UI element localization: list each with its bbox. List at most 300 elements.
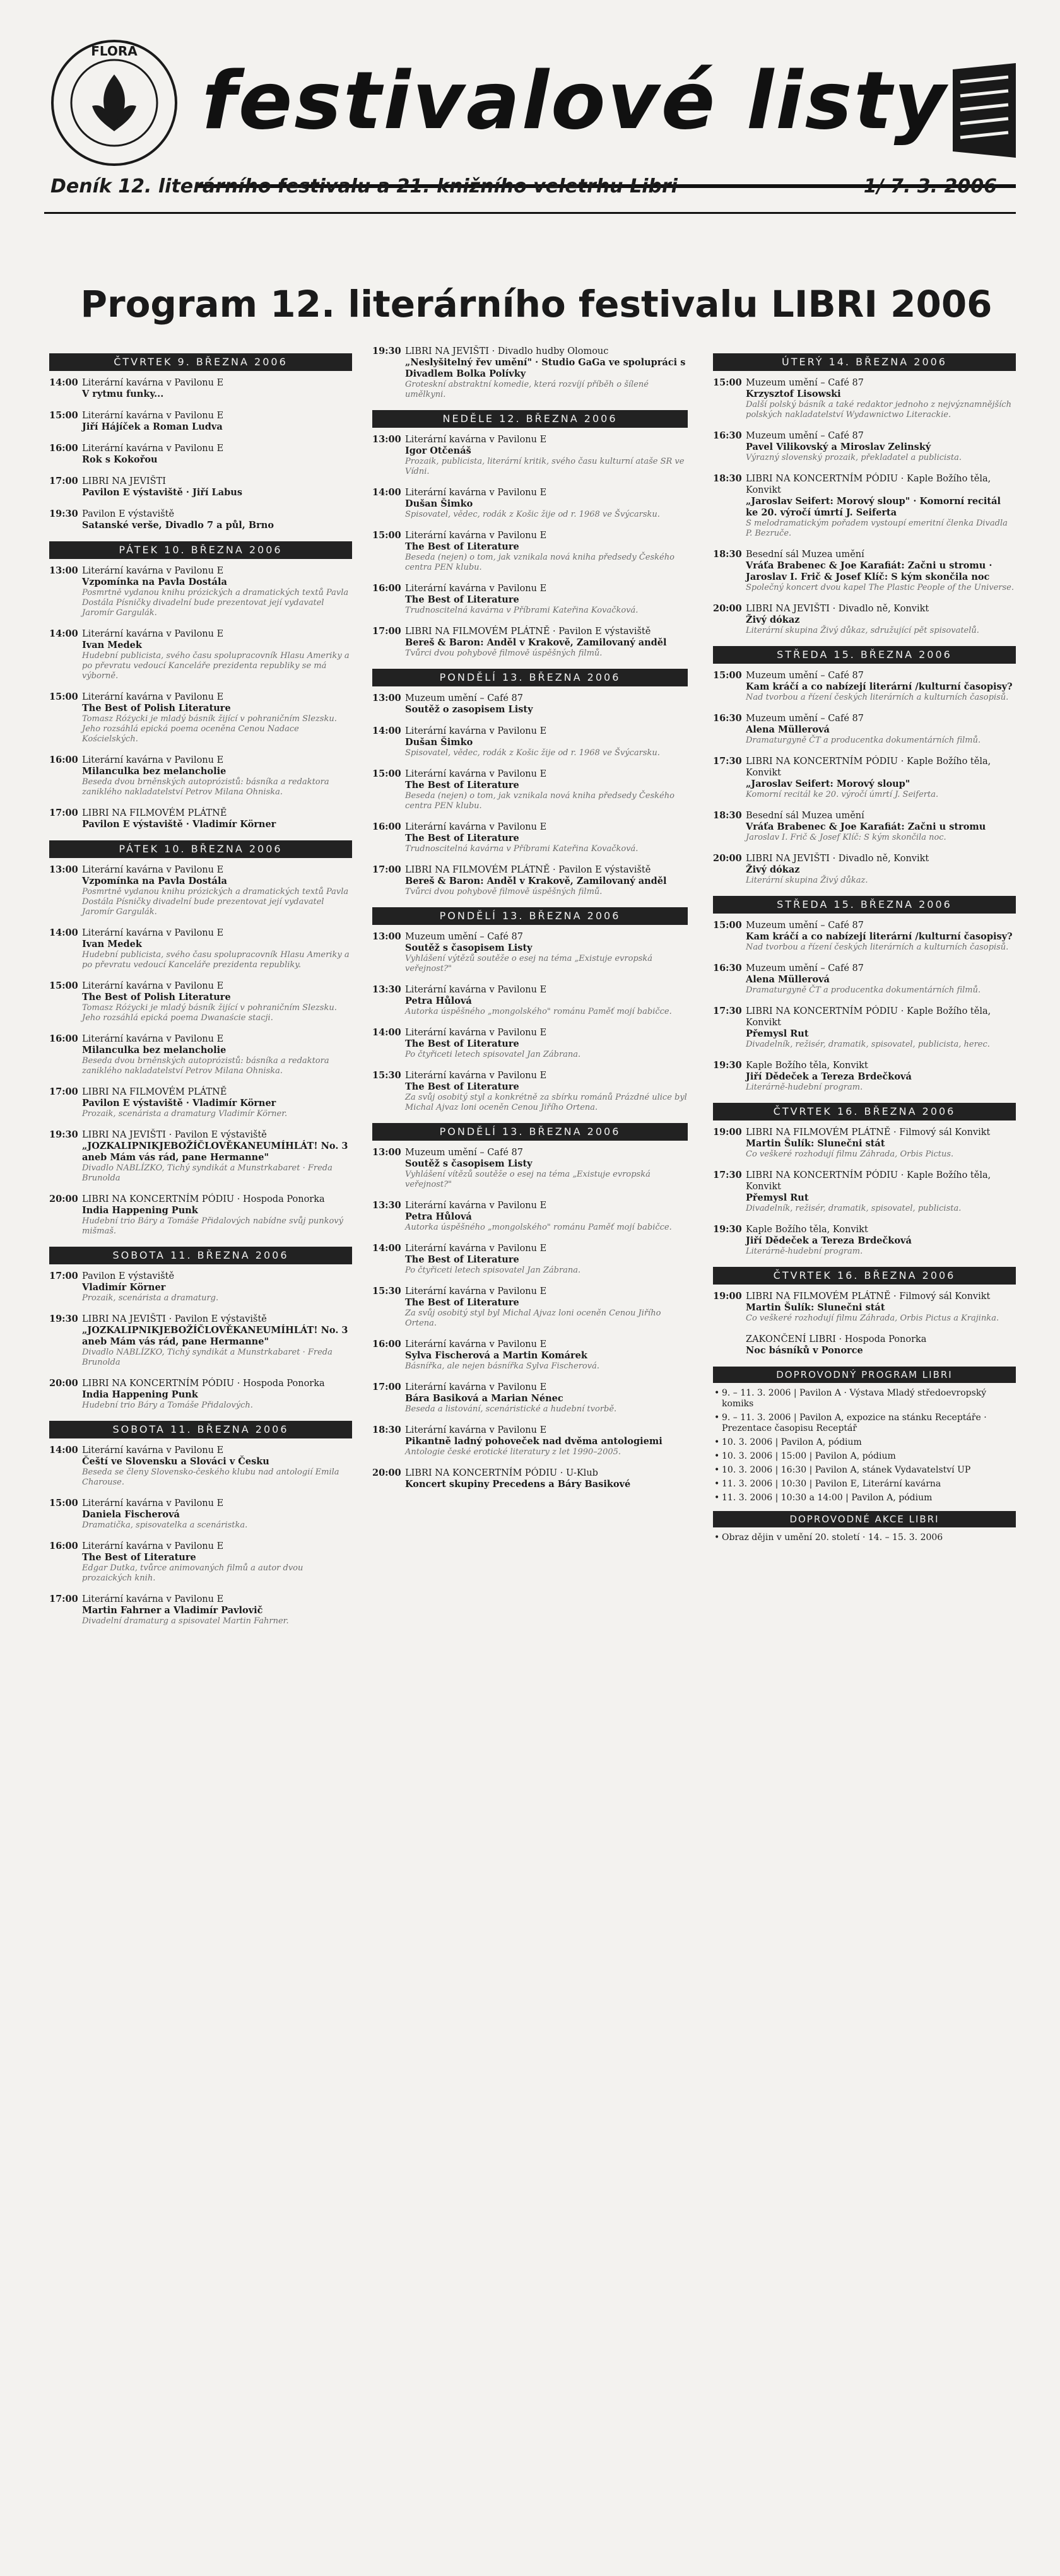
event-time: 15:00 [49,1498,78,1509]
event-body [746,963,1016,996]
event-body [405,434,688,477]
accompanying-program-header: DOPROVODNÝ PROGRAM LIBRI [713,1367,1016,1383]
event-body [82,1594,352,1626]
event-time: 17:00 [49,1271,78,1281]
day-header: PONDĚLÍ 13. BŘEZNA 2006 [372,907,688,925]
event-venue: Literární kavárna v Pavilonu E [405,985,547,995]
masthead-title: festivalové listy [202,54,948,147]
event-body [746,1127,1016,1160]
event-item [49,1314,352,1368]
event-title: The Best of Literature [405,780,519,791]
event-item [372,1200,688,1233]
event-time: 19:30 [49,1314,78,1324]
event-body [405,346,688,400]
event-time: 16:00 [372,821,401,832]
event-description: Literárně-hudební program. [746,1247,863,1256]
event-body [746,1291,1016,1324]
event-item [49,1594,352,1626]
event-body [82,1033,352,1076]
event-title: Jiří Hájíček a Roman Ludva [82,421,223,432]
event-title: The Best of Literature [405,1038,519,1049]
event-venue: LIBRI NA JEVIŠTI · Divadlo ně, Konvikt [746,854,929,864]
event-item [713,713,1016,746]
event-venue: Literární kavárna v Pavilonu E [405,488,547,498]
event-item [49,1033,352,1076]
event-venue: LIBRI NA JEVIŠTI [82,476,166,486]
event-description: Nad tvorbou a řízení českých literárních a kulturních časopisů. [746,943,1009,952]
event-time: 19:00 [713,1127,742,1138]
event-body [746,377,1016,420]
event-item [372,487,688,520]
day-section [713,353,1016,636]
event-time: 18:30 [713,473,742,484]
event-item [49,476,352,498]
event-item [372,626,688,659]
event-body [405,1200,688,1233]
masthead [44,19,1016,189]
event-item [713,549,1016,593]
event-venue: LIBRI NA KONCERTNÍM PÓDIU · Kaple Božího těla, Konvikt [746,1170,991,1192]
event-title: Alena Müllerová [746,724,830,735]
event-item [49,1129,352,1184]
event-item [49,565,352,618]
event-body [405,530,688,573]
event-venue: Besední sál Muzea umění [746,550,864,560]
event-body [746,473,1016,539]
event-time: 16:00 [49,1541,78,1551]
event-time: 13:00 [49,864,78,875]
event-title: Soutěž s časopisem Listy [405,1158,533,1169]
event-venue: Literární kavárna v Pavilonu E [82,566,224,576]
event-venue: Literární kavárna v Pavilonu E [405,1339,547,1350]
event-time: 20:00 [49,1378,78,1389]
event-description: Edgar Dutka, tvůrce animovaných filmů a autor dvou prozaických knih. [82,1563,303,1583]
event-item [49,628,352,681]
event-item [713,473,1016,539]
event-item [372,768,688,811]
event-time: 14:00 [372,487,401,498]
event-description: Dramatička, spisovatelka a scenáristka. [82,1520,248,1530]
event-venue: Literární kavárna v Pavilonu E [405,1425,547,1435]
event-item [49,410,352,433]
event-item [372,984,688,1017]
event-time: 15:00 [372,530,401,541]
event-body [82,565,352,618]
event-time: 20:00 [713,603,742,614]
event-body [746,603,1016,636]
event-description: Vyhlášení vítězů soutěže o esej na téma „Existuje evropská veřejnost?" [405,1170,651,1189]
event-time: 14:00 [372,1243,401,1254]
event-venue: LIBRI NA KONCERTNÍM PÓDIU · Hospoda Ponorka [82,1379,325,1389]
event-body [405,693,688,715]
event-time: 13:00 [49,565,78,576]
event-venue: Literární kavárna v Pavilonu E [82,1498,224,1509]
event-item [713,1006,1016,1050]
event-venue: Muzeum umění – Café 87 [405,693,523,703]
event-item [713,1224,1016,1257]
day-section [372,907,688,1113]
event-time: 15:30 [372,1286,401,1297]
event-description: Trudnoscitelná kavárna v Příbrami Kateřina Kovačková. [405,606,639,615]
event-body [82,1086,352,1119]
event-body [82,410,352,433]
accompanying-program-item: • 9. – 11. 3. 2006 | Pavilon A · Výstava Mladý středoevropský komiks [722,1388,1016,1409]
event-body [405,984,688,1017]
event-venue: LIBRI NA FILMOVÉM PLÁTNĚ · Pavilon E výstaviště [405,626,651,637]
event-body [405,1339,688,1372]
event-venue: Muzeum umění – Café 87 [405,1148,523,1158]
event-title: Bereš & Baron: Anděl v Krakově, Zamilovaný anděl [405,876,667,886]
event-title: India Happening Punk [82,1205,198,1216]
event-description: Beseda se členy Slovensko-českého klubu nad antologií Emila Charouse. [82,1467,339,1487]
event-time: 13:00 [372,1147,401,1158]
book-logo-icon [953,63,1016,158]
event-venue: LIBRI NA JEVIŠTI · Divadlo ně, Konvikt [746,604,929,614]
day-header: ÚTERÝ 14. BŘEZNA 2006 [713,353,1016,371]
day-header: PONDĚLÍ 13. BŘEZNA 2006 [372,669,688,686]
event-time: 19:30 [713,1224,742,1235]
event-time: 17:00 [49,808,78,818]
event-time: 15:00 [713,920,742,931]
event-venue: Literární kavárna v Pavilonu E [82,981,224,991]
event-title: The Best of Polish Literature [82,703,231,714]
event-body [82,476,352,498]
event-body [405,1425,688,1457]
event-body [746,1334,1016,1356]
event-description: Jaroslav I. Frič & Josef Klíč: S kým skončila noc. [746,833,946,842]
event-venue: LIBRI NA KONCERTNÍM PÓDIU · Kaple Božího těla, Konvikt [746,1006,991,1028]
accompanying-program-item: • 10. 3. 2006 | Pavilon A, pódium [722,1437,1016,1448]
event-body [82,691,352,744]
event-description: Beseda dvou brněnských autoprózistů: básníka a redaktora zaniklého nakladatelství Petrov Milana Ohniska. [82,1056,329,1076]
event-description: Tomasz Różycki je mladý básník žijící v pohraničním Slezsku. Jeho rozsáhlá epická poema Dwanaście stacji. [82,1003,337,1023]
event-time: 16:30 [713,963,742,973]
event-item [49,864,352,917]
event-body [82,1378,352,1411]
event-venue: Muzeum umění – Café 87 [405,932,523,942]
event-time: 16:30 [713,430,742,441]
event-venue: Muzeum umění – Café 87 [746,920,864,931]
event-body [746,713,1016,746]
event-title: Jiří Dědeček a Tereza Brdečková [746,1071,912,1082]
event-description: Beseda dvou brněnských autoprózistů: básníka a redaktora zaniklého nakladatelství Petrov Milana Ohniska. [82,777,329,797]
day-header: SOBOTA 11. BŘEZNA 2006 [49,1421,352,1438]
event-body [405,1467,688,1490]
event-title: Satanské verše, Divadlo 7 a půl, Brno [82,520,274,531]
event-body [405,1027,688,1060]
event-time [713,1334,746,1356]
event-title: The Best of Literature [405,833,519,844]
event-item [49,980,352,1023]
event-venue: Literární kavárna v Pavilonu E [82,378,224,388]
event-item [372,726,688,758]
event-venue: Literární kavárna v Pavilonu E [405,1028,547,1038]
event-venue: LIBRI NA FILMOVÉM PLÁTNĚ · Filmový sál Konvikt [746,1291,991,1302]
event-item [49,691,352,744]
event-venue: Literární kavárna v Pavilonu E [82,1445,224,1456]
event-time: 13:00 [372,434,401,445]
event-item [372,583,688,616]
event-venue: Literární kavárna v Pavilonu E [82,411,224,421]
day-section [713,1103,1016,1257]
day-header: PÁTEK 10. BŘEZNA 2006 [49,840,352,858]
event-venue: Literární kavárna v Pavilonu E [82,1541,224,1551]
event-venue: Literární kavárna v Pavilonu E [405,531,547,541]
event-description: Básnířka, ale nejen básnířka Sylva Fischerová. [405,1362,599,1371]
event-time: 17:30 [713,756,742,767]
event-title: Vzpomínka na Pavla Dostála [82,876,227,886]
event-time: 17:00 [372,626,401,637]
day-header: PÁTEK 10. BŘEZNA 2006 [49,541,352,559]
event-title: Vzpomínka na Pavla Dostála [82,577,227,587]
event-description: Beseda a listování, scenáristické a hudební tvorbě. [405,1404,617,1414]
event-body [746,920,1016,953]
day-section [713,896,1016,1093]
event-description: Trudnoscitelná kavárna v Příbrami Kateřina Kovačková. [405,844,639,854]
event-description: Vyhlášení výtězů soutěže o esej na téma „Existuje evropská veřejnost?" [405,954,653,973]
event-body [746,549,1016,593]
event-title: Čeští ve Slovensku a Slováci v Česku [82,1456,269,1467]
event-item [372,1382,688,1414]
event-description: Spisovatel, vědec, rodák z Košic žije od r. 1968 ve Švýcarsku. [405,510,660,519]
event-body [82,1541,352,1584]
event-description: Komorní recitál ke 20. výročí úmrtí J. Seiferta. [746,790,939,799]
event-time: 14:00 [49,927,78,938]
event-venue: LIBRI NA KONCERTNÍM PÓDIU · Hospoda Ponorka [82,1194,325,1204]
event-time: 19:30 [713,1060,742,1071]
event-description: Po čtyřiceti letech spisovatel Jan Zábrana. [405,1050,581,1059]
event-item [713,1334,1016,1356]
event-title: Rok s Kokořou [82,454,158,465]
event-venue: LIBRI NA JEVIŠTI · Divadlo hudby Olomouc [405,346,609,356]
event-item [713,430,1016,463]
event-item [49,1498,352,1531]
event-item [372,1070,688,1113]
event-body [405,768,688,811]
event-item [372,1147,688,1190]
day-header: NEDĚLE 12. BŘEZNA 2006 [372,410,688,428]
event-item [49,1541,352,1584]
event-description: Autorka úspěšného „mongolského" románu Paměť mojí babičce. [405,1223,672,1232]
event-title: Igor Otčenáš [405,445,471,456]
event-time: 17:00 [49,1086,78,1097]
event-item [713,853,1016,886]
event-item [713,1127,1016,1160]
accompanying-program-item: • 11. 3. 2006 | 10:30 a 14:00 | Pavilon A, pódium [722,1493,1016,1503]
event-description: Tomasz Różycki je mladý básník žijící v pohraničním Slezsku. Jeho rozsáhlá epická poema oceněna Cenou Nadace Kościelských. [82,714,337,744]
event-title: Dušan Šimko [405,737,473,748]
event-venue: Muzeum umění – Café 87 [746,963,864,973]
event-title: Ivan Medek [82,939,142,950]
event-title: Živý dókaz [746,615,800,625]
event-venue: LIBRI NA FILMOVÉM PLÁTNĚ · Filmový sál Konvikt [746,1127,991,1138]
event-item [49,1378,352,1411]
event-venue: LIBRI NA KONCERTNÍM PÓDIU · Kaple Božího těla, Konvikt [746,756,991,778]
event-venue: Literární kavárna v Pavilonu E [82,865,224,875]
event-venue: Kaple Božího těla, Konvikt [746,1061,868,1071]
event-time: 16:30 [713,713,742,724]
event-body [82,443,352,466]
event-time: 15:30 [372,1070,401,1081]
event-item [372,931,688,974]
day-section [713,1267,1016,1356]
event-venue: Literární kavárna v Pavilonu E [405,435,547,445]
event-description: Literární skupina Živý důkaz. [746,876,868,885]
subtitle-rule [44,212,1016,214]
day-header: STŘEDA 15. BŘEZNA 2006 [713,646,1016,664]
event-time: 19:30 [372,346,401,356]
event-description: Beseda (nejen) o tom, jak vznikala nová kniha předsedy Českého centra PEN klubu. [405,791,674,811]
event-item [49,927,352,970]
event-title: The Best of Literature [405,1297,519,1308]
event-description: Prozaik, publicista, literární kritik, svého času kulturní ataše SR ve Vídni. [405,457,685,476]
event-item [713,1170,1016,1214]
event-body [405,626,688,659]
accompanying-program-item: • 11. 3. 2006 | 10:30 | Pavilon E, Literární kavárna [722,1479,1016,1490]
event-venue: Muzeum umění – Café 87 [746,714,864,724]
event-time: 15:00 [49,410,78,421]
event-title: „Neslyšitelný řev umění" · Studio GaGa ve spolupráci s Divadlem Bolka Polívky [405,357,686,379]
event-description: Literárně-hudební program. [746,1083,863,1092]
event-venue: Pavilon E výstaviště [82,509,175,519]
event-item [713,1291,1016,1324]
event-item [49,1445,352,1488]
event-time: 18:30 [372,1425,401,1435]
event-title: The Best of Literature [82,1552,196,1563]
event-time: 14:00 [49,628,78,639]
flora-olomouc-seal-icon [48,37,180,169]
event-title: Pavilon E výstaviště · Vladimír Körner [82,819,276,830]
event-time: 15:00 [49,691,78,702]
event-description: Divadlo NABLÍZKO, Tichý syndikát a Munstrkabaret · Freda Brunolda [82,1163,333,1183]
event-body [405,864,688,897]
event-body [405,931,688,974]
event-title: „Jaroslav Seifert: Morový sloup" [746,779,910,789]
event-time: 15:00 [49,980,78,991]
event-title: Krzysztof Lisowski [746,389,841,399]
event-time: 17:00 [372,864,401,875]
event-body [746,1006,1016,1050]
day-section [49,541,352,830]
event-body [82,1129,352,1184]
event-item [49,1194,352,1237]
event-venue: Literární kavárna v Pavilonu E [405,822,547,832]
event-time: 16:00 [49,755,78,765]
event-venue: ZAKONČENÍ LIBRI · Hospoda Ponorka [746,1334,927,1344]
event-title: Vráťa Brabenec & Joe Karafiát: Začni u stromu · Jaroslav I. Frič & Josef Klíč: S kým skončila noc [746,560,992,582]
event-time: 13:00 [372,931,401,942]
event-body [82,864,352,917]
event-title: Přemysl Rut [746,1192,809,1203]
event-item [372,1027,688,1060]
event-item [372,346,688,400]
event-title: Pavel Vilikovský a Miroslav Zelinský [746,442,931,452]
event-title: Milanculka bez melancholie [82,766,227,777]
event-body [746,1224,1016,1257]
event-title: „JOZKALIPNIKJEBOŽÍČLOVĚKANEUMÍHLÁT! No. 3 aneb Mám vás rád, pane Hermanne" [82,1141,348,1163]
event-time: 15:00 [372,768,401,779]
event-item [49,509,352,531]
accompanying-program-item: • 10. 3. 2006 | 15:00 | Pavilon A, pódium [722,1451,1016,1462]
event-body [746,430,1016,463]
event-body [82,1271,352,1303]
event-body [405,583,688,616]
event-venue: Kaple Božího těla, Konvikt [746,1225,868,1235]
event-description: Divadlo NABLÍZKO, Tichý syndikát a Munstrkabaret · Freda Brunolda [82,1348,333,1367]
event-item [372,434,688,477]
event-item [49,808,352,830]
event-title: Koncert skupiny Precedens a Báry Basikové [405,1479,631,1490]
event-item [713,603,1016,636]
event-time: 20:00 [49,1194,78,1204]
event-title: Pavilon E výstaviště · Jiří Labus [82,487,242,498]
event-venue: Muzeum umění – Café 87 [746,431,864,441]
event-venue: Literární kavárna v Pavilonu E [82,1034,224,1044]
day-header: ČTVRTEK 16. BŘEZNA 2006 [713,1267,1016,1285]
event-item [372,864,688,897]
event-body [405,726,688,758]
event-venue: LIBRI NA KONCERTNÍM PÓDIU · U-Klub [405,1468,598,1478]
event-body [82,980,352,1023]
event-venue: Literární kavárna v Pavilonu E [405,1201,547,1211]
event-venue: Literární kavárna v Pavilonu E [82,444,224,454]
event-venue: LIBRI NA JEVIŠTI · Pavilon E výstaviště [82,1314,267,1324]
event-venue: Literární kavárna v Pavilonu E [82,1594,224,1604]
day-section [372,1123,688,1490]
event-title: Petra Hůlová [405,996,472,1006]
event-item [49,377,352,400]
event-item [713,756,1016,800]
event-title: Sylva Fischerová a Martin Komárek [405,1350,587,1361]
event-title: The Best of Literature [405,594,519,605]
event-description: Co veškeré rozhodují filmu Záhrada, Orbis Pictus a Krajinka. [746,1314,999,1323]
day-section [372,669,688,897]
event-title: Přemysl Rut [746,1028,809,1039]
event-description: S melodramatickým pořadem vystoupí emeritní členka Divadla P. Bezruče. [746,519,1008,538]
event-time: 14:00 [372,726,401,736]
event-description: Posmrtně vydanou knihu prózických a dramatických textů Pavla Dostála Písničky divadelní bude prezentovat její vydavatel Jaromír Gargulák. [82,588,349,618]
event-venue: Muzeum umění – Café 87 [746,378,864,388]
event-venue: LIBRI NA FILMOVÉM PLÁTNĚ [82,1087,227,1097]
event-title: The Best of Literature [405,1081,519,1092]
event-description: Autorka úspěšného „mongolského" románu Paměť mojí babičce. [405,1007,672,1016]
event-description: Za svůj osobitý styl a konkrétně za sbírku románů Prázdné ulice byl Michal Ajvaz loni oceněn Cenou Jiřího Ortena. [405,1093,687,1112]
event-item [372,1286,688,1329]
event-time: 13:30 [372,1200,401,1211]
event-venue: LIBRI NA FILMOVÉM PLÁTNĚ · Pavilon E výstaviště [405,865,651,875]
event-title: „Jaroslav Seifert: Morový sloup" · Komorní recitál ke 20. výročí úmrtí J. Seiferta [746,496,1001,518]
event-description: Antologie české erotické literatury z let 1990–2005. [405,1447,621,1457]
event-item [713,920,1016,953]
event-description: Beseda (nejen) o tom, jak vznikala nová kniha předsedy Českého centra PEN klubu. [405,553,674,572]
program-title: Program 12. literárního festivalu LIBRI 2006 [80,283,992,326]
subtitle-line [50,175,1003,207]
event-body [82,1498,352,1531]
event-item [713,963,1016,996]
event-description: Groteskní abstraktní komedie, která rozvíjí příběh o šílené umělkyni. [405,380,649,399]
event-title: Bereš & Baron: Anděl v Krakově, Zamilovaný anděl [405,637,667,648]
event-body [82,1194,352,1237]
event-description: Posmrtně vydanou knihu prózických a dramatických textů Pavla Dostála Písničky divadelní bude prezentovat její vydavatel Jaromír Gargulák. [82,887,349,917]
event-body [82,377,352,400]
issue-number: 1/ 7. 3. 2006 [863,175,997,197]
event-title: Milanculka bez melancholie [82,1045,227,1056]
event-title: India Happening Punk [82,1389,198,1400]
accompanying-program-item: • 9. – 11. 3. 2006 | Pavilon A, expozice na stánku Receptáře · Prezentace časopisu Receptář [722,1413,1016,1434]
event-item [713,377,1016,420]
event-time: 14:00 [372,1027,401,1038]
event-time: 20:00 [372,1467,401,1478]
